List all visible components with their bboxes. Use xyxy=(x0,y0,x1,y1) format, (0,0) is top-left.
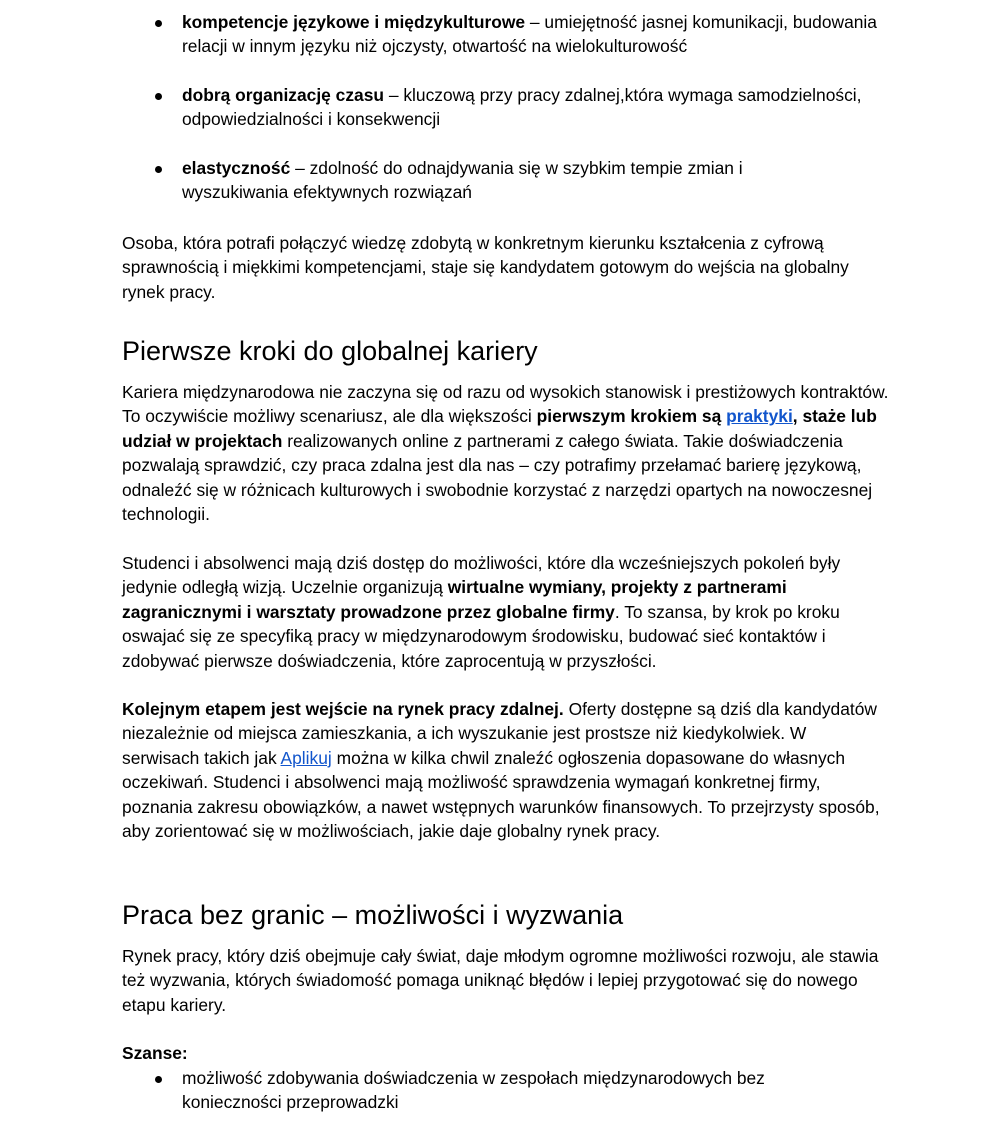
text: Kariera międzynarodowa nie zaczyna się od razu od wysokich stanowisk i prestiżowych kontraktów. To oczywiście możliwy scenariusz, ale dla większości xyxy=(122,382,889,427)
paragraph-market: Rynek pracy, który dziś obejmuje cały świat, daje młodym ogromne możliwości rozwoju, ale stawia też wyzwania, których świadomość pomaga uniknąć błędów i lepiej przygotować się do nowego etapu kariery. xyxy=(122,946,879,1015)
text: realizowanych online z partnerami z całego świata. Takie doświadczenia pozwalają sprawdzić, czy praca zdalna jest dla nas – czy potrafimy przełamać barierę językową, odnaleźć się w różnicach kulturowych i swobodnie korzystać z narzędzi opartych na nowoczesnej technologii. xyxy=(122,430,873,525)
bullet-text: – umiejętność jasnej komunikacji, budowania relacji w innym języku niż ojczysty, otwartość na wielokulturowość xyxy=(182,12,877,57)
list-item xyxy=(122,83,892,132)
bold-text: pierwszym krokiem są xyxy=(536,406,727,427)
bullet-bold: elastyczność xyxy=(182,157,291,178)
list-item xyxy=(122,10,892,59)
section-heading-first-steps: Pierwsze kroki do globalnej kariery xyxy=(122,336,538,366)
bullet-text: – zdolność do odnajdywania się w szybkim tempie zmian i wyszukiwania efektywnych rozwiązań xyxy=(182,157,743,203)
paragraph-remote-work xyxy=(122,697,882,843)
section-heading-work-without-borders: Praca bez granic – możliwości i wyzwania xyxy=(122,900,624,930)
paragraph-career xyxy=(122,380,892,526)
bullet-icon xyxy=(155,166,162,173)
bullet-bold: kompetencje językowe i międzykulturowe xyxy=(182,12,526,32)
skills-list xyxy=(122,10,892,204)
text: można w kilka chwil znaleźć ogłoszenia dopasowane do własnych oczekiwań. Studenci i absolwenci mają możliwość sprawdzenia wymagań konkretnej firmy, poznania zakresu obowiązków, a nawet wstępnych warunków finansowych. To przejrzysty sposób, aby zorientować się w możliwościach, jakie daje globalny rynek pracy. xyxy=(122,747,880,842)
paragraph-osoba: Osoba, która potrafi połączyć wiedzę zdobytą w konkretnym kierunku kształcenia z cyfrową sprawnością i miękkimi kompetencjami, staje się kandydatem gotowym do wejścia na globalny rynek pracy. xyxy=(122,233,849,302)
bullet-icon xyxy=(155,1076,162,1083)
bold-text: Szanse: xyxy=(122,1043,188,1063)
text: Studenci i absolwenci mają dziś dostęp do możliwości, które dla wcześniejszych pokoleń były jedynie odległą wizją. Uczelnie organizują xyxy=(122,553,841,598)
bullet-bold: dobrą organizację czasu xyxy=(182,84,384,105)
paragraph-students xyxy=(122,551,882,673)
bold-text: , staże lub udział w projektach xyxy=(122,406,877,451)
list-item xyxy=(122,1066,892,1115)
link-aplikuj[interactable]: Aplikuj xyxy=(280,747,332,768)
bullet-text: możliwość zdobywania doświadczenia w zespołach międzynarodowych bez konieczności przeprowadzki xyxy=(182,1068,765,1113)
text: . To szansa, by krok po kroku oswajać się ze specyfiką pracy w międzynarodowym środowisku, budować sieć kontaktów i zdobywać pierwsze doświadczenia, które zaprocentują w przyszłości. xyxy=(122,601,840,671)
bullet-text: – kluczową przy pracy zdalnej,która wymaga samodzielności, odpowiedzialności i konsekwencji xyxy=(182,84,862,130)
szanse-label xyxy=(122,1041,188,1065)
bullet-icon xyxy=(155,20,162,27)
link-praktyki[interactable]: praktyki xyxy=(726,406,793,427)
list-item xyxy=(122,156,892,205)
bold-text: Kolejnym etapem jest wejście na rynek pracy zdalnej. xyxy=(122,699,564,719)
szanse-list xyxy=(122,1066,892,1115)
bold-text: wirtualne wymiany, projekty z partnerami zagranicznymi i warsztaty prowadzone przez globalne firmy xyxy=(122,577,787,622)
bullet-icon xyxy=(155,93,162,100)
text: Oferty dostępne są dziś dla kandydatów niezależnie od miejsca zamieszkania, a ich wyszukanie jest prostsze niż kiedykolwiek. W serwisach takich jak xyxy=(122,699,877,768)
